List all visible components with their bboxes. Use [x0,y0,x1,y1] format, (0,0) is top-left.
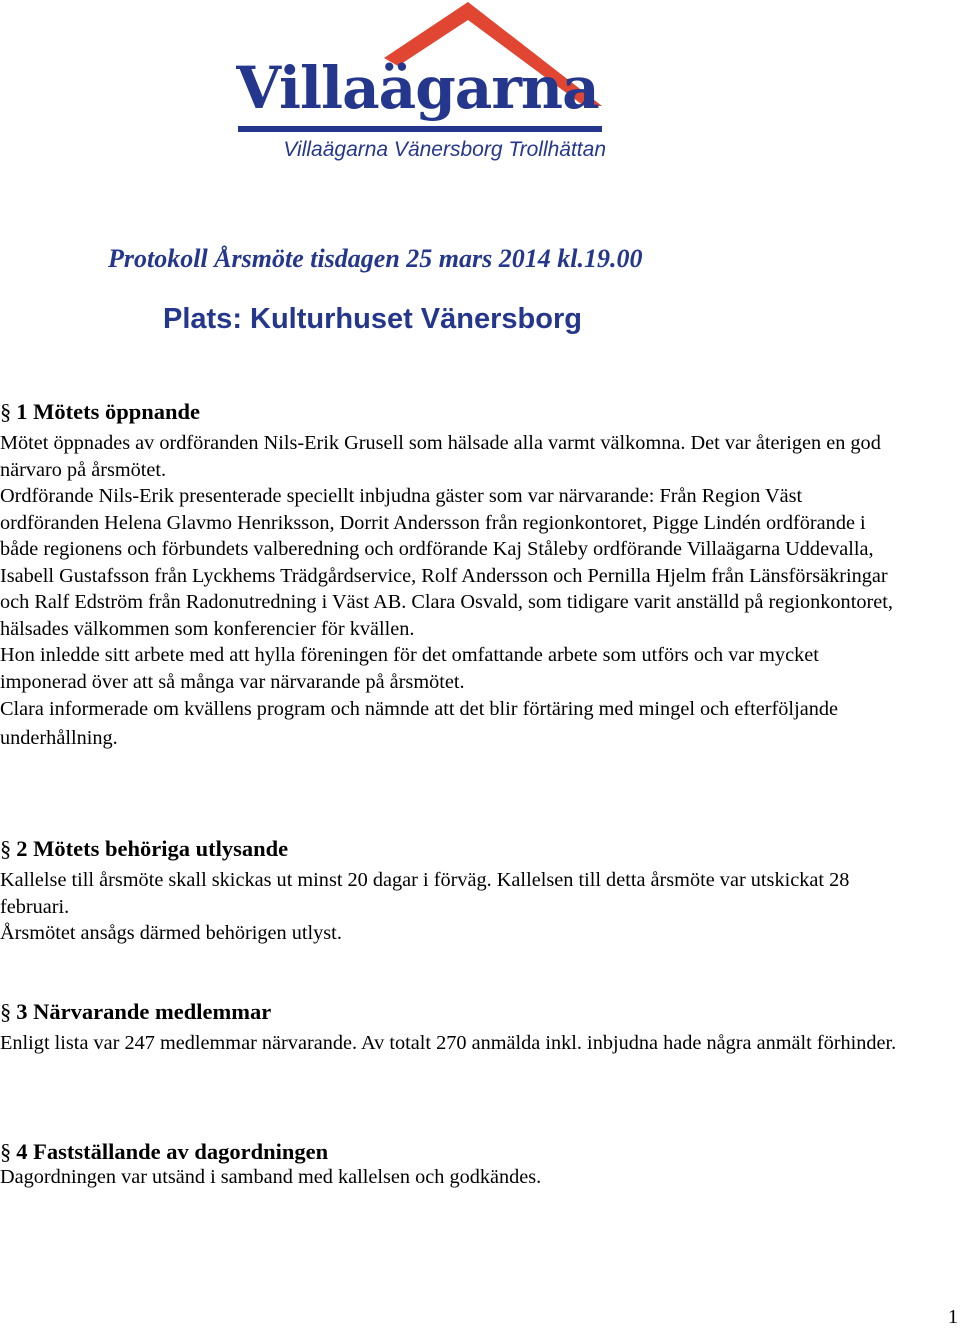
section-3 [0,998,900,1057]
tagline [0,138,860,162]
section-heading-text: 2 Mötets behöriga utlysande [16,836,289,861]
section-heading [0,398,900,426]
page-number: 1 [948,1306,958,1328]
section-heading [0,1138,900,1166]
section-4 [0,1138,900,1191]
paragraph-sign: § [0,999,12,1024]
section-heading [0,835,900,863]
paragraph-sign: § [0,399,12,424]
section-paragraph: Kallelse till årsmöte skall skickas ut minst 20 dagar i förväg. Kallelsen till detta årsmöte var utskickat 28 februari. [0,869,850,918]
villaagarna-logo [236,2,606,137]
section-2 [0,835,900,947]
logo-graphic [236,2,606,137]
section-1 [0,398,900,753]
section-paragraph: Dagordningen var utsänd i samband med kallelsen och godkändes. [0,1166,542,1188]
section-heading-text: 4 Fastställande av dagordningen [16,1139,329,1164]
section-paragraph: Mötet öppnades av ordföranden Nils-Erik Grusell som hälsade alla varmt välkomna. Det var återigen en god närvaro på årsmötet. [0,432,881,481]
paragraph-sign: § [0,1139,12,1164]
section-paragraph: Hon inledde sitt arbete med att hylla föreningen för det omfattande arbete som utförs och var mycket imponerad över att så många var närvarande på årsmötet. [0,644,819,693]
section-paragraph: Enligt lista var 247 medlemmar närvarande. Av totalt 270 anmälda inkl. inbjudna hade några anmält förhinder. [0,1032,897,1054]
section-heading-text: 1 Mötets öppnande [16,399,201,424]
section-heading [0,998,900,1026]
logo-wordmark: Villaägarna [236,54,599,122]
paragraph-sign: § [0,836,12,861]
meeting-place: Plats: Kulturhuset Vänersborg [163,303,582,335]
tagline-text: Villaägarna Vänersborg Trollhättan [283,138,606,161]
section-paragraph: Årsmötet ansågs därmed behörigen utlyst. [0,922,342,944]
section-paragraph: Clara informerade om kvällens program och nämnde att det blir förtäring med mingel och efterföljande underhållning. [0,698,838,749]
section-heading-text: 3 Närvarande medlemmar [16,999,272,1024]
section-paragraph: Ordförande Nils-Erik presenterade speciellt inbjudna gäster som var närvarande: Från Region Väst ordföranden Helena Glavmo Henriksson, Dorrit Andersson från regionkontoret, Pigge Lindén ordförande i både regionens och förbundets valberedning och ordförande Kaj Ståleby ordförande Villaägarna Uddevalla, Isabell Gustafsson från Lyckhems Trädgårdservice, Rolf Andersson och Pernilla Hjelm från Länsförsäkringar och Ralf Edström från Radonutredning i Väst AB. Clara Osvald, som tidigare varit anställd på regionkontoret, hälsades välkommen som konferencier för kvällen. [0,485,893,640]
document-title: Protokoll Årsmöte tisdagen 25 mars 2014 kl.19.00 [108,244,643,273]
logo-underline [238,126,602,132]
